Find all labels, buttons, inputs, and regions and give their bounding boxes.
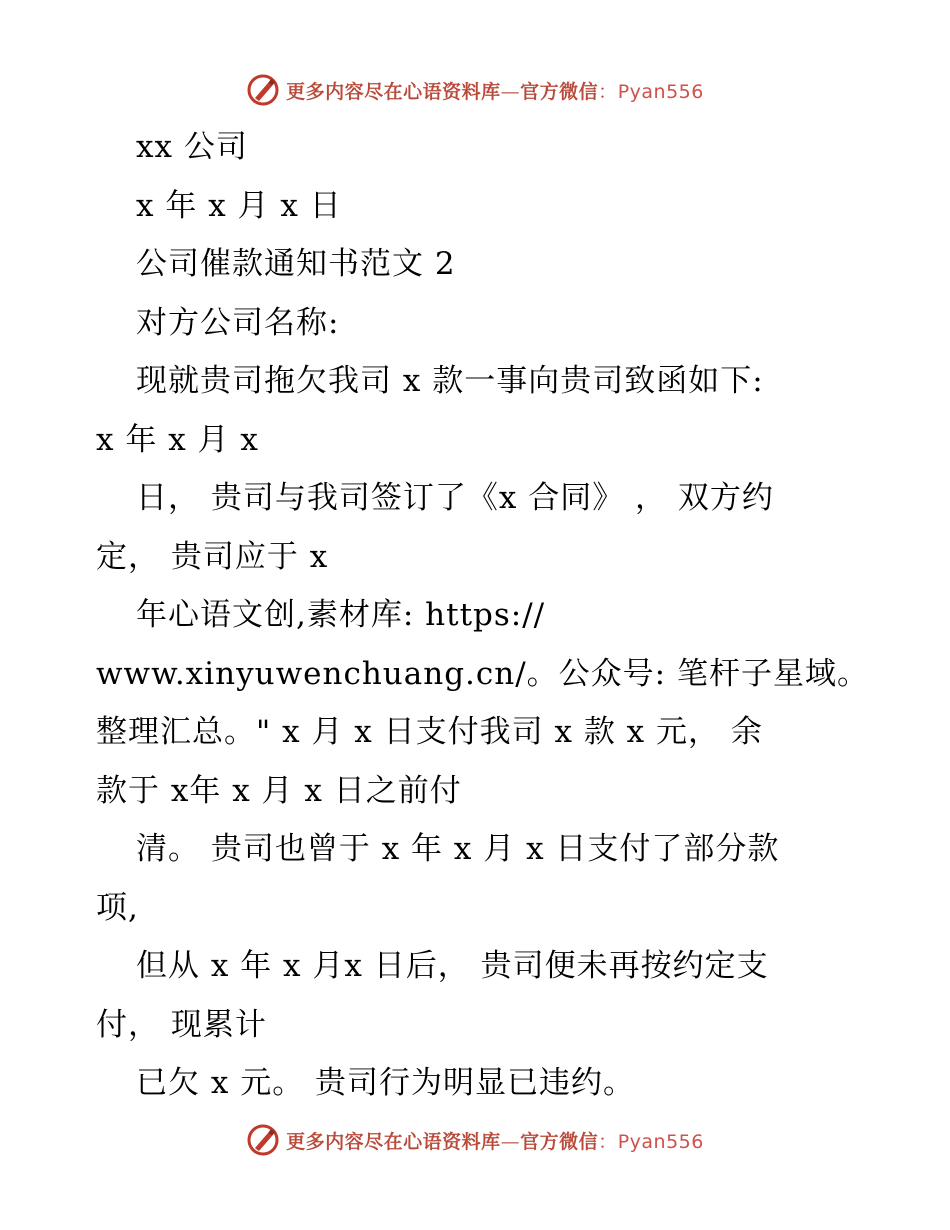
watermark-slogan: 更多内容尽在心语资料库: [286, 1130, 501, 1153]
text-line: 付， 现累计: [96, 1006, 267, 1043]
text-line: 对方公司名称:: [136, 304, 340, 341]
text-line: 已欠 x 元。 贵司行为明显已违约。: [136, 1065, 636, 1101]
text-line: 公司催款通知书范文 2: [136, 246, 456, 282]
footer-watermark: [0, 1120, 950, 1160]
watermark-dash: —: [500, 80, 521, 103]
pen-logo-icon: [246, 1123, 280, 1157]
text-line: 清。 贵司也曾于 x 年 x 月 x 日支付了部分款: [136, 831, 780, 867]
text-line: x 年 x 月 x: [96, 421, 259, 458]
watermark-wechat-id: Pyan556: [617, 80, 704, 103]
watermark-label: 官方微信: [520, 80, 599, 103]
header-watermark: [0, 70, 950, 110]
text-line: 定， 贵司应于 x: [96, 538, 329, 575]
watermark-separator: ：: [598, 1130, 618, 1153]
text-line: 现就贵司拖欠我司 x 款一事向贵司致函如下:: [136, 363, 764, 399]
text-line: x 年 x 月 x 日: [136, 187, 342, 224]
document-body: [96, 118, 876, 1113]
pen-logo-icon: [246, 73, 280, 107]
watermark-text: [286, 77, 704, 104]
text-line: 整理汇总。" x 月 x 日支付我司 x 款 x 元， 余: [96, 714, 763, 750]
text-line: 款于 x年 x 月 x 日之前付: [96, 772, 462, 809]
text-line: 但从 x 年 x 月x 日后， 贵司便未再按约定支: [136, 948, 769, 984]
text-line: www.xinyuwenchuang.cn/。公众号: 笔杆子星域。: [96, 655, 869, 692]
watermark-label: 官方微信: [520, 1130, 599, 1153]
watermark-slogan: 更多内容尽在心语资料库: [286, 80, 501, 103]
text-line: 项,: [96, 889, 139, 926]
text-line: xx 公司: [136, 129, 248, 165]
watermark-dash: —: [500, 1130, 521, 1153]
text-line: 年心语文创,素材库: https://: [136, 597, 546, 633]
watermark-text: [286, 1127, 704, 1154]
watermark-wechat-id: Pyan556: [617, 1130, 704, 1153]
text-line: 日， 贵司与我司签订了《x 合同》 ， 双方约: [136, 480, 774, 516]
watermark-separator: ：: [598, 80, 618, 103]
